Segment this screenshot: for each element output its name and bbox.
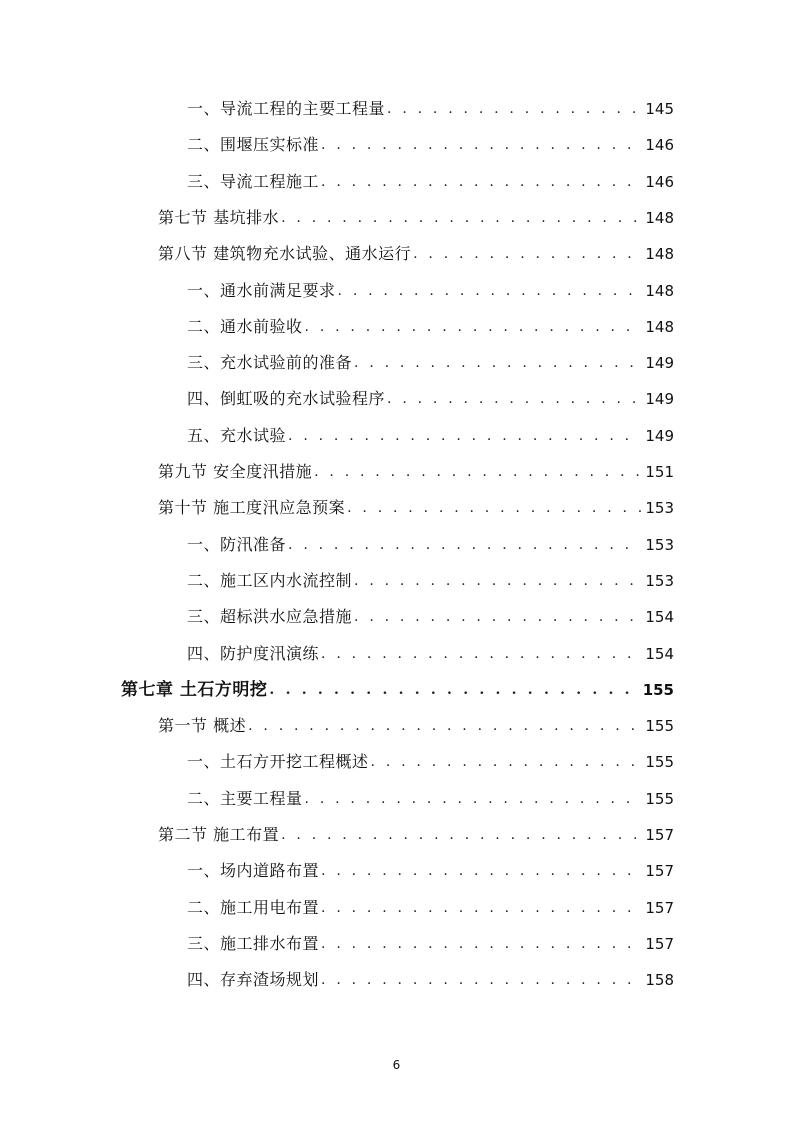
toc-entry-page-number: 148 <box>645 317 674 336</box>
dot-leader <box>288 419 641 453</box>
toc-section-entry[interactable] <box>158 201 674 235</box>
dot-leader <box>288 528 641 562</box>
toc-entry-label: 第八节 建筑物充水试验、通水运行 <box>158 244 412 264</box>
dot-leader <box>269 673 638 707</box>
toc-subsection-entry[interactable] <box>187 782 674 816</box>
dot-leader <box>387 92 641 126</box>
dot-leader <box>371 745 642 779</box>
dot-leader <box>321 128 641 162</box>
toc-section-entry[interactable] <box>158 491 674 525</box>
dot-leader <box>338 274 642 308</box>
dot-leader <box>321 891 641 925</box>
toc-entry-page-number: 154 <box>645 644 674 663</box>
dot-leader <box>305 310 642 344</box>
toc-entry-label: 第二节 施工布置 <box>158 825 280 844</box>
toc-entry-page-number: 148 <box>645 208 674 227</box>
toc-entry-label: 二、施工用电布置 <box>187 897 320 917</box>
toc-subsection-entry[interactable] <box>187 419 674 453</box>
toc-chapter-entry[interactable] <box>121 673 674 707</box>
toc-entry-label: 一、导流工程的主要工程量 <box>187 99 386 118</box>
toc-subsection-entry[interactable] <box>187 274 674 308</box>
dot-leader <box>413 237 641 271</box>
toc-entry-page-number: 157 <box>645 898 674 917</box>
dot-leader <box>321 963 641 997</box>
toc-entry-label: 二、通水前验收 <box>187 316 303 336</box>
toc-entry-label: 二、施工区内水流控制 <box>187 570 353 590</box>
toc-entry-page-number: 146 <box>645 172 674 191</box>
toc-entry-label: 第九节 安全度汛措施 <box>158 462 313 481</box>
toc-entry-page-number: 148 <box>645 245 674 264</box>
toc-entry-label: 一、土石方开挖工程概述 <box>187 752 369 772</box>
toc-entry-page-number: 145 <box>645 100 674 118</box>
dot-leader <box>321 854 641 888</box>
toc-entry-page-number: 148 <box>645 281 674 300</box>
toc-entry-label: 三、施工排水布置 <box>187 933 320 953</box>
toc-section-entry[interactable] <box>158 709 674 743</box>
toc-entry-label: 第一节 概述 <box>158 716 247 736</box>
toc-subsection-entry[interactable] <box>187 637 674 671</box>
toc-entry-label: 第七节 基坑排水 <box>158 207 280 227</box>
page-number: 6 <box>392 1058 401 1072</box>
toc-entry-label: 四、倒虹吸的充水试验程序 <box>187 389 386 409</box>
toc-section-entry[interactable] <box>158 237 674 271</box>
toc-subsection-entry[interactable] <box>187 165 674 199</box>
dot-leader <box>321 165 641 199</box>
dot-leader <box>347 491 641 525</box>
toc-entry-label: 一、通水前满足要求 <box>187 280 336 300</box>
toc-entry-label: 一、场内道路布置 <box>187 861 320 881</box>
toc-entry-page-number: 154 <box>645 608 674 627</box>
toc-subsection-entry[interactable] <box>187 128 674 162</box>
toc-subsection-entry[interactable] <box>187 891 674 925</box>
toc-subsection-entry[interactable] <box>187 346 674 380</box>
toc-entry-page-number: 151 <box>645 463 674 481</box>
toc-subsection-entry[interactable] <box>187 564 674 598</box>
toc-subsection-entry[interactable] <box>187 927 674 961</box>
toc-entry-page-number: 155 <box>645 789 674 808</box>
toc-subsection-entry[interactable] <box>187 963 674 997</box>
toc-entry-label: 一、防汛准备 <box>187 534 287 554</box>
toc-subsection-entry[interactable] <box>187 310 674 344</box>
dot-leader <box>305 782 642 816</box>
toc-entry-label: 第七章 土石方明挖 <box>121 679 268 700</box>
toc-section-entry[interactable] <box>158 818 674 852</box>
dot-leader <box>321 637 641 671</box>
toc-entry-label: 三、导流工程施工 <box>187 171 320 191</box>
dot-leader <box>354 600 641 634</box>
dot-leader <box>387 382 641 416</box>
toc-subsection-entry[interactable] <box>187 745 674 779</box>
dot-leader <box>321 927 641 961</box>
dot-leader <box>281 201 641 235</box>
toc-entry-page-number: 155 <box>642 680 674 699</box>
toc-entry-page-number: 149 <box>645 390 674 409</box>
toc-subsection-entry[interactable] <box>187 382 674 416</box>
toc-subsection-entry[interactable] <box>187 600 674 634</box>
dot-leader <box>354 346 641 380</box>
toc-entry-page-number: 155 <box>645 753 674 772</box>
toc-subsection-entry[interactable] <box>187 92 674 126</box>
toc-entry-page-number: 153 <box>645 535 674 554</box>
toc-entry-label: 三、充水试验前的准备 <box>187 353 353 373</box>
toc-entry-page-number: 158 <box>645 971 674 990</box>
toc-section-entry[interactable] <box>158 455 674 489</box>
dot-leader <box>281 818 641 852</box>
toc-entry-page-number: 157 <box>645 826 674 844</box>
toc-entry-page-number: 149 <box>645 426 674 445</box>
toc-entry-label: 二、围堰压实标准 <box>187 135 320 155</box>
toc-entry-page-number: 149 <box>645 354 674 373</box>
toc-entry-page-number: 157 <box>645 862 674 881</box>
toc-entry-label: 第十节 施工度汛应急预案 <box>158 498 346 518</box>
toc-entry-page-number: 155 <box>645 717 674 736</box>
toc-entry-label: 三、超标洪水应急措施 <box>187 607 353 627</box>
toc-entry-page-number: 153 <box>645 499 674 518</box>
toc-entry-label: 五、充水试验 <box>187 425 287 445</box>
toc-entry-label: 二、主要工程量 <box>187 788 303 808</box>
dot-leader <box>354 564 641 598</box>
toc-entry-page-number: 146 <box>645 136 674 155</box>
toc-entry-page-number: 153 <box>645 571 674 590</box>
toc-entry-label: 四、存弃渣场规划 <box>187 970 320 990</box>
toc-entry-page-number: 157 <box>645 934 674 953</box>
toc-entry-label: 四、防护度汛演练 <box>187 643 320 663</box>
dot-leader <box>248 709 641 743</box>
toc-subsection-entry[interactable] <box>187 528 674 562</box>
dot-leader <box>314 455 641 489</box>
toc-subsection-entry[interactable] <box>187 854 674 888</box>
